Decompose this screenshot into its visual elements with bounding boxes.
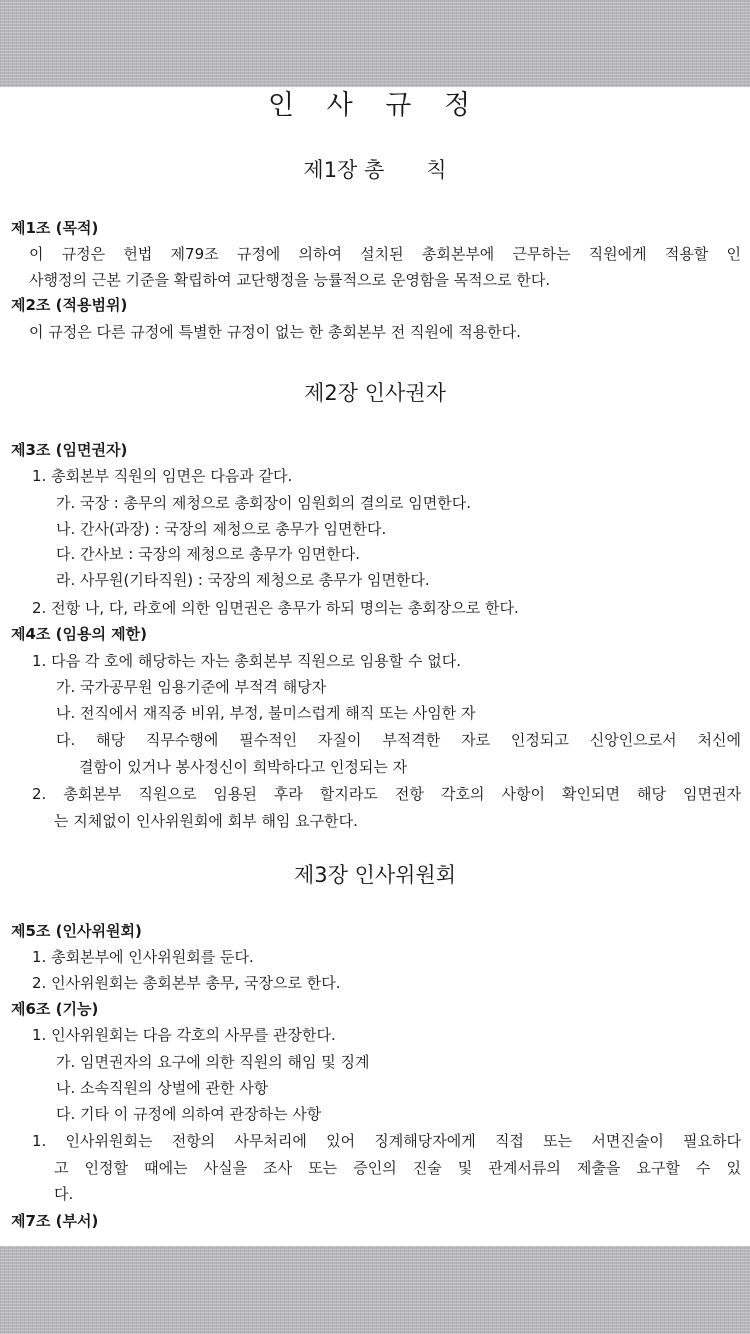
- article-4-item-1: 1. 다음 각 호에 해당하는 자는 총회본부 직원으로 임용할 수 없다.: [32, 652, 462, 670]
- article-1-text-line-2: 사행정의 근본 기준을 확립하여 교단행정을 능률적으로 운영함을 목적으로 한다.: [29, 271, 551, 289]
- bottom-background-bar: [0, 1246, 750, 1334]
- article-4-item-2-line-2: 는 지체없이 인사위원회에 회부 해임 요구한다.: [54, 812, 358, 830]
- chapter-1-heading: 제1장 총 칙: [303, 158, 447, 182]
- article-6-item-1b-line-2: 고 인정할 때에는 사실을 조사 또는 증인의 진술 및 관계서류의 제출을 요구할 수 있: [54, 1159, 741, 1177]
- article-3-sub-da: 다. 간사보 : 국장의 제청으로 총무가 임면한다.: [56, 545, 361, 563]
- article-4-sub-da-line-2: 결함이 있거나 봉사정신이 희박하다고 인정되는 자: [79, 758, 408, 776]
- article-7-heading: 제7조 (부서): [11, 1212, 99, 1230]
- article-3-item-1: 1. 총회본부 직원의 임면은 다음과 같다.: [32, 467, 293, 485]
- article-4-item-2-line-1: 2. 총회본부 직원으로 임용된 후라 할지라도 전항 각호의 사항이 확인되면 해당 임면권자: [32, 785, 741, 803]
- article-6-sub-na: 나. 소속직원의 상벌에 관한 사항: [56, 1079, 269, 1097]
- article-2-heading: 제2조 (적용범위): [11, 296, 128, 314]
- article-5-item-2: 2. 인사위원회는 총회본부 총무, 국장으로 한다.: [32, 974, 341, 992]
- article-4-sub-ga: 가. 국가공무원 임용기준에 부적격 해당자: [56, 678, 327, 696]
- article-4-sub-na: 나. 전직에서 재직중 비위, 부정, 불미스럽게 해직 또는 사임한 자: [56, 704, 476, 722]
- article-6-heading: 제6조 (기능): [11, 1000, 99, 1018]
- article-6-sub-ga: 가. 임면권자의 요구에 의한 직원의 해임 및 징계: [56, 1053, 370, 1071]
- article-6-item-1b-line-1: 1. 인사위원회는 전항의 사무처리에 있어 징계해당자에게 직접 또는 서면진술이 필요하다: [32, 1132, 741, 1150]
- article-2-text-line-1: 이 규정은 다른 규정에 특별한 규정이 없는 한 총회본부 전 직원에 적용한다.: [29, 323, 521, 341]
- article-1-text-line-1: 이 규정은 헌법 제79조 규정에 의하여 설치된 총회본부에 근무하는 직원에게 적용할 인: [29, 245, 741, 263]
- document-title: 인 사 규 정: [267, 90, 483, 121]
- article-3-heading: 제3조 (임면권자): [11, 441, 128, 459]
- top-background-bar: [0, 0, 750, 87]
- chapter-3-heading: 제3장 인사위원회: [293, 863, 457, 887]
- article-3-sub-ga: 가. 국장 : 총무의 제청으로 총회장이 임원회의 결의로 임면한다.: [56, 494, 471, 512]
- article-1-heading: 제1조 (목적): [11, 219, 99, 237]
- article-6-item-1: 1. 인사위원회는 다음 각호의 사무를 관장한다.: [32, 1026, 336, 1044]
- chapter-2-heading: 제2장 인사권자: [304, 381, 446, 405]
- article-4-sub-da-line-1: 다. 해당 직무수행에 필수적인 자질이 부적격한 자로 인정되고 신앙인으로서 처신에: [56, 731, 741, 749]
- article-5-heading: 제5조 (인사위원회): [11, 922, 142, 940]
- document-page[interactable]: [0, 87, 750, 1246]
- article-3-sub-ra: 라. 사무원(기타직원) : 국장의 제청으로 총무가 임면한다.: [56, 571, 430, 589]
- article-5-item-1: 1. 총회본부에 인사위원회를 둔다.: [32, 948, 254, 966]
- article-6-sub-da: 다. 기타 이 규정에 의하여 관장하는 사항: [56, 1105, 322, 1123]
- article-4-heading: 제4조 (임용의 제한): [11, 625, 148, 643]
- article-3-item-2: 2. 전항 나, 다, 라호에 의한 임면권은 총무가 하되 명의는 총회장으로 한다.: [32, 599, 519, 617]
- article-3-sub-na: 나. 간사(과장) : 국장의 제청으로 총무가 임면한다.: [56, 520, 387, 538]
- article-6-item-1b-line-3: 다.: [54, 1185, 74, 1203]
